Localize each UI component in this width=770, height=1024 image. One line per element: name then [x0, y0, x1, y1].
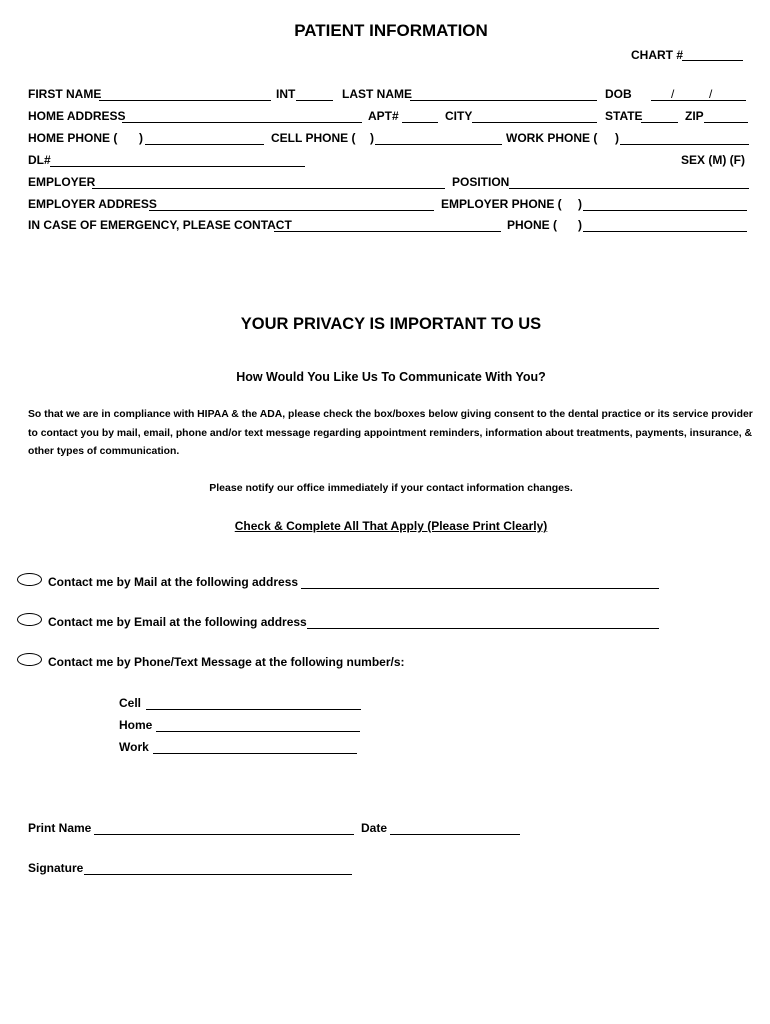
city-label: CITY — [445, 109, 473, 123]
emergency-phone-close: ) — [578, 218, 582, 232]
cell-phone-field[interactable] — [375, 144, 502, 145]
drivers-license-field[interactable] — [50, 166, 305, 167]
position-label: POSITION — [452, 175, 510, 189]
phone-consent-checkbox[interactable] — [17, 653, 42, 666]
employer-phone-field[interactable] — [583, 210, 747, 211]
work-phone-label: WORK PHONE ( — [506, 131, 598, 145]
check-instruction: Check & Complete All That Apply (Please Print Clearly) — [234, 519, 548, 533]
privacy-subtitle: How Would You Like Us To Communicate With You? — [236, 370, 546, 384]
dob-label: DOB — [605, 87, 632, 101]
home-number-field[interactable] — [156, 731, 360, 732]
employer-phone-label: EMPLOYER PHONE ( — [441, 197, 562, 211]
home-phone-close: ) — [139, 131, 143, 145]
first-name-label: FIRST NAME — [28, 87, 102, 101]
notify-text: Please notify our office immediately if your contact information changes. — [209, 482, 573, 494]
dob-field[interactable] — [651, 100, 746, 101]
mail-address-field[interactable] — [301, 588, 659, 589]
page-title: PATIENT INFORMATION — [294, 21, 488, 40]
chart-number-field[interactable] — [682, 60, 743, 61]
cell-phone-close: ) — [370, 131, 374, 145]
employer-address-field[interactable] — [149, 210, 434, 211]
email-consent-label: Contact me by Email at the following address — [48, 615, 307, 629]
chart-number-label: CHART # — [631, 48, 684, 62]
signature-label: Signature — [28, 861, 84, 875]
sex-label[interactable]: SEX (M) (F) — [681, 153, 745, 167]
date-field[interactable] — [390, 834, 520, 835]
cell-number-label: Cell — [119, 696, 142, 710]
work-phone-close: ) — [615, 131, 619, 145]
print-name-label: Print Name — [28, 821, 92, 835]
emergency-phone-field[interactable] — [583, 231, 747, 232]
mail-consent-label: Contact me by Mail at the following address — [48, 575, 299, 589]
cell-phone-label: CELL PHONE ( — [271, 131, 356, 145]
drivers-license-label: DL# — [28, 153, 51, 167]
position-field[interactable] — [509, 188, 749, 189]
home-number-label: Home — [119, 718, 153, 732]
print-name-field[interactable] — [94, 834, 354, 835]
employer-phone-close: ) — [578, 197, 582, 211]
email-consent-checkbox[interactable] — [17, 613, 42, 626]
employer-label: EMPLOYER — [28, 175, 96, 189]
employer-field[interactable] — [92, 188, 445, 189]
state-field[interactable] — [641, 122, 678, 123]
privacy-paragraph: So that we are in compliance with HIPAA & the ADA, please check the box/boxes below giving consent to the dental practice or its service provider to contact you by mail, email, phone and/or text message regarding appointment reminders, information about treatments, payments, insurance, & other types of communication. — [28, 409, 753, 457]
mail-consent-checkbox[interactable] — [17, 573, 42, 586]
home-phone-field[interactable] — [145, 144, 264, 145]
zip-label: ZIP — [685, 109, 704, 123]
work-number-label: Work — [119, 740, 149, 754]
phone-consent-label: Contact me by Phone/Text Message at the following number/s: — [48, 655, 405, 669]
email-address-field[interactable] — [307, 628, 659, 629]
dob-separator: / — [709, 87, 713, 101]
state-label: STATE — [605, 109, 643, 123]
work-phone-field[interactable] — [620, 144, 749, 145]
initial-field[interactable] — [296, 100, 333, 101]
emergency-phone-label: PHONE ( — [507, 218, 558, 232]
apt-field[interactable] — [402, 122, 438, 123]
last-name-field[interactable] — [410, 100, 597, 101]
cell-number-field[interactable] — [146, 709, 361, 710]
apt-label: APT# — [368, 109, 399, 123]
signature-field[interactable] — [84, 874, 352, 875]
initial-label: INT — [276, 87, 296, 101]
employer-address-label: EMPLOYER ADDRESS — [28, 197, 157, 211]
zip-field[interactable] — [704, 122, 748, 123]
dob-separator: / — [671, 87, 675, 101]
work-number-field[interactable] — [153, 753, 357, 754]
emergency-contact-field[interactable] — [274, 231, 501, 232]
first-name-field[interactable] — [99, 100, 271, 101]
home-phone-label: HOME PHONE ( — [28, 131, 118, 145]
home-address-field[interactable] — [122, 122, 362, 123]
home-address-label: HOME ADDRESS — [28, 109, 126, 123]
date-label: Date — [361, 821, 388, 835]
privacy-title: YOUR PRIVACY IS IMPORTANT TO US — [240, 315, 542, 333]
last-name-label: LAST NAME — [342, 87, 412, 101]
emergency-contact-label: IN CASE OF EMERGENCY, PLEASE CONTACT — [28, 218, 292, 232]
city-field[interactable] — [472, 122, 597, 123]
